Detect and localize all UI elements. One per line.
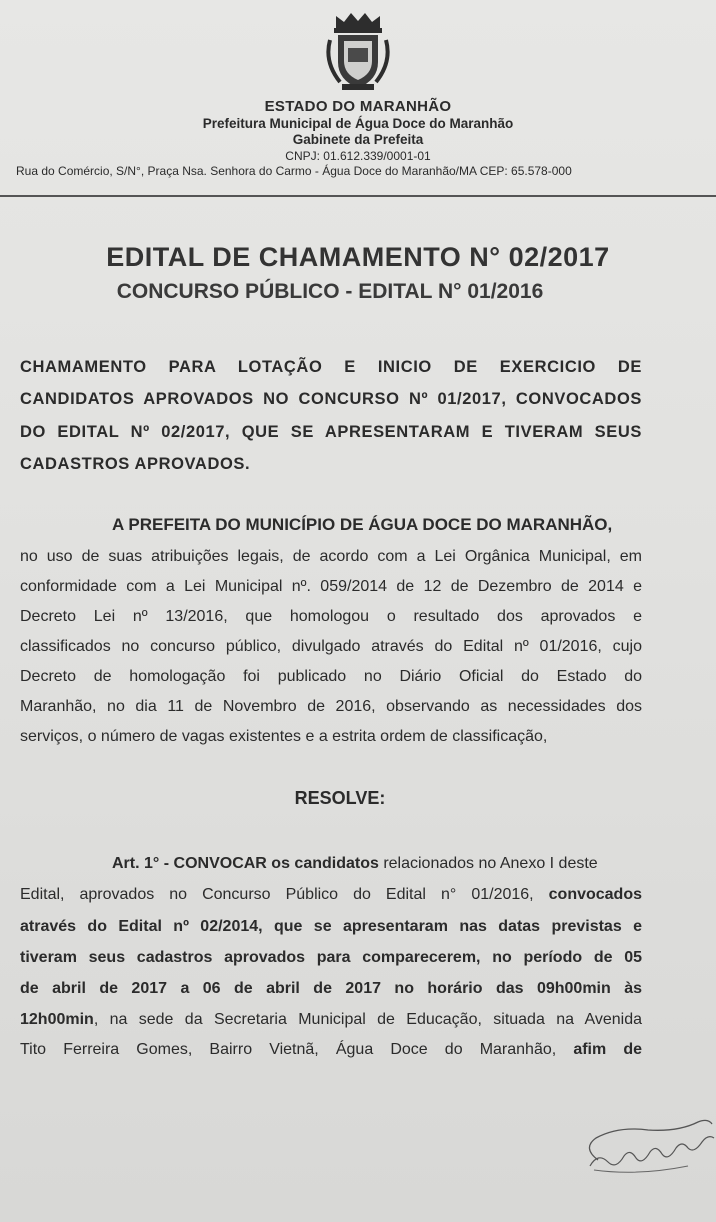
preamble-line: Decreto Lei nº 13/2016, que homologou o resultado dos aprovados e [20, 608, 642, 625]
article-line: de abril de 2017 a 06 de abril de 2017 no horário das 09h00min às [20, 980, 642, 997]
preamble-lead: A PREFEITA DO MUNICÍPIO DE ÁGUA DOCE DO MARANHÃO, [112, 515, 613, 534]
prefeitura-name: Prefeitura Municipal de Água Doce do Maranhão [202, 116, 514, 131]
header-divider [0, 195, 716, 197]
summary-line: CANDIDATOS APROVADOS NO CONCURSO Nº 01/2017, CONVOCADOS [20, 390, 642, 408]
article-line [20, 886, 642, 904]
article-line [20, 1011, 642, 1029]
preamble-line: Decreto de homologação foi publicado no Diário Oficial do Estado do [20, 668, 642, 685]
preamble-line: classificados no concurso público, divulgado através do Edital nº 01/2016, cujo [20, 638, 642, 655]
preamble-line: no uso de suas atribuições legais, de acordo com a Lei Orgânica Municipal, em [20, 548, 642, 565]
gabinete-name: Gabinete da Prefeita [292, 132, 424, 147]
article-bold: convocados [548, 886, 642, 903]
resolve-heading: RESOLVE: [294, 788, 386, 808]
article-line [112, 855, 652, 873]
document-subtitle: CONCURSO PÚBLICO - EDITAL N° 01/2016 [116, 280, 544, 303]
signature-icon [578, 1108, 716, 1178]
article-lead: Art. 1° - CONVOCAR os candidatos [112, 855, 379, 872]
state-name: ESTADO DO MARANHÃO [264, 98, 452, 115]
summary-line: CHAMAMENTO PARA LOTAÇÃO E INICIO DE EXERCICIO DE [20, 358, 642, 376]
document-title: EDITAL DE CHAMAMENTO N° 02/2017 [106, 242, 610, 272]
article-text: relacionados no Anexo I deste [378, 855, 598, 872]
article-line: tiveram seus cadastros aprovados para comparecerem, no período de 05 [20, 949, 642, 966]
summary-line: DO EDITAL Nº 02/2017, QUE SE APRESENTARAM E TIVERAM SEUS [20, 423, 642, 441]
summary-line: CADASTROS APROVADOS. [20, 455, 251, 473]
article-text: , na sede da Secretaria Municipal de Educação, situada na Avenida [93, 1011, 642, 1028]
preamble-line: Maranhão, no dia 11 de Novembro de 2016, observando as necessidades dos [20, 698, 642, 715]
article-line: através do Edital nº 02/2014, que se apresentaram nas datas previstas e [20, 918, 642, 935]
preamble-line: serviços, o número de vagas existentes e a estrita ordem de classificação, [20, 728, 548, 745]
letterhead [0, 10, 716, 163]
article-bold: 12h00min [20, 1011, 94, 1028]
cnpj: CNPJ: 01.612.339/0001-01 [285, 149, 431, 163]
preamble-line: conformidade com a Lei Municipal nº. 059/2014 de 12 de Dezembro de 2014 e [20, 578, 642, 595]
article-line [20, 1041, 642, 1059]
address: Rua do Comércio, S/N°, Praça Nsa. Senhora do Carmo - Água Doce do Maranhão/MA CEP: 65.578-000 [16, 164, 572, 178]
article-text: Tito Ferreira Gomes, Bairro Vietnã, Água Doce do Maranhão, [20, 1041, 574, 1058]
coat-of-arms-icon [322, 10, 394, 94]
article-text: Edital, aprovados no Concurso Público do Edital n° 01/2016, [20, 886, 549, 903]
article-bold: afim de [573, 1041, 642, 1058]
